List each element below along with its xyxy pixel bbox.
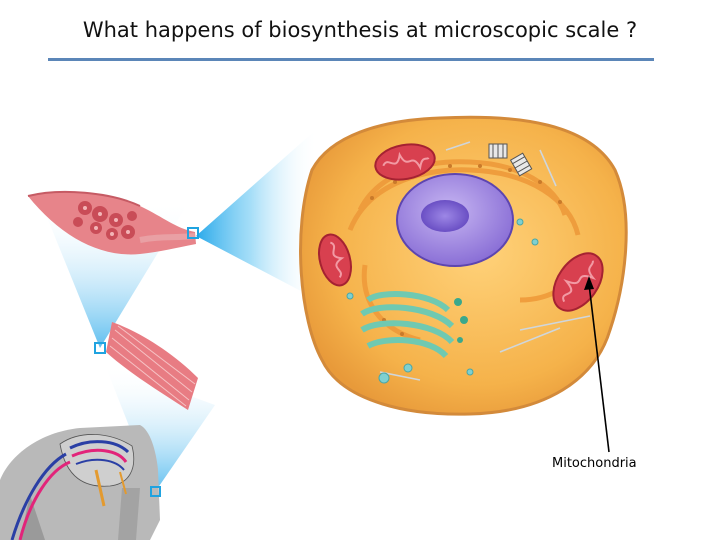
slide-title: What happens of biosynthesis at microscopic scale ? — [82, 18, 638, 42]
animal-cell-illustration — [301, 117, 627, 414]
zoom-beam-muscle-to-cell — [196, 128, 318, 300]
nucleolus — [421, 200, 469, 232]
cow-illustration — [0, 425, 160, 540]
centriole — [489, 144, 507, 158]
mitochondria-label: Mitochondria — [552, 456, 637, 471]
